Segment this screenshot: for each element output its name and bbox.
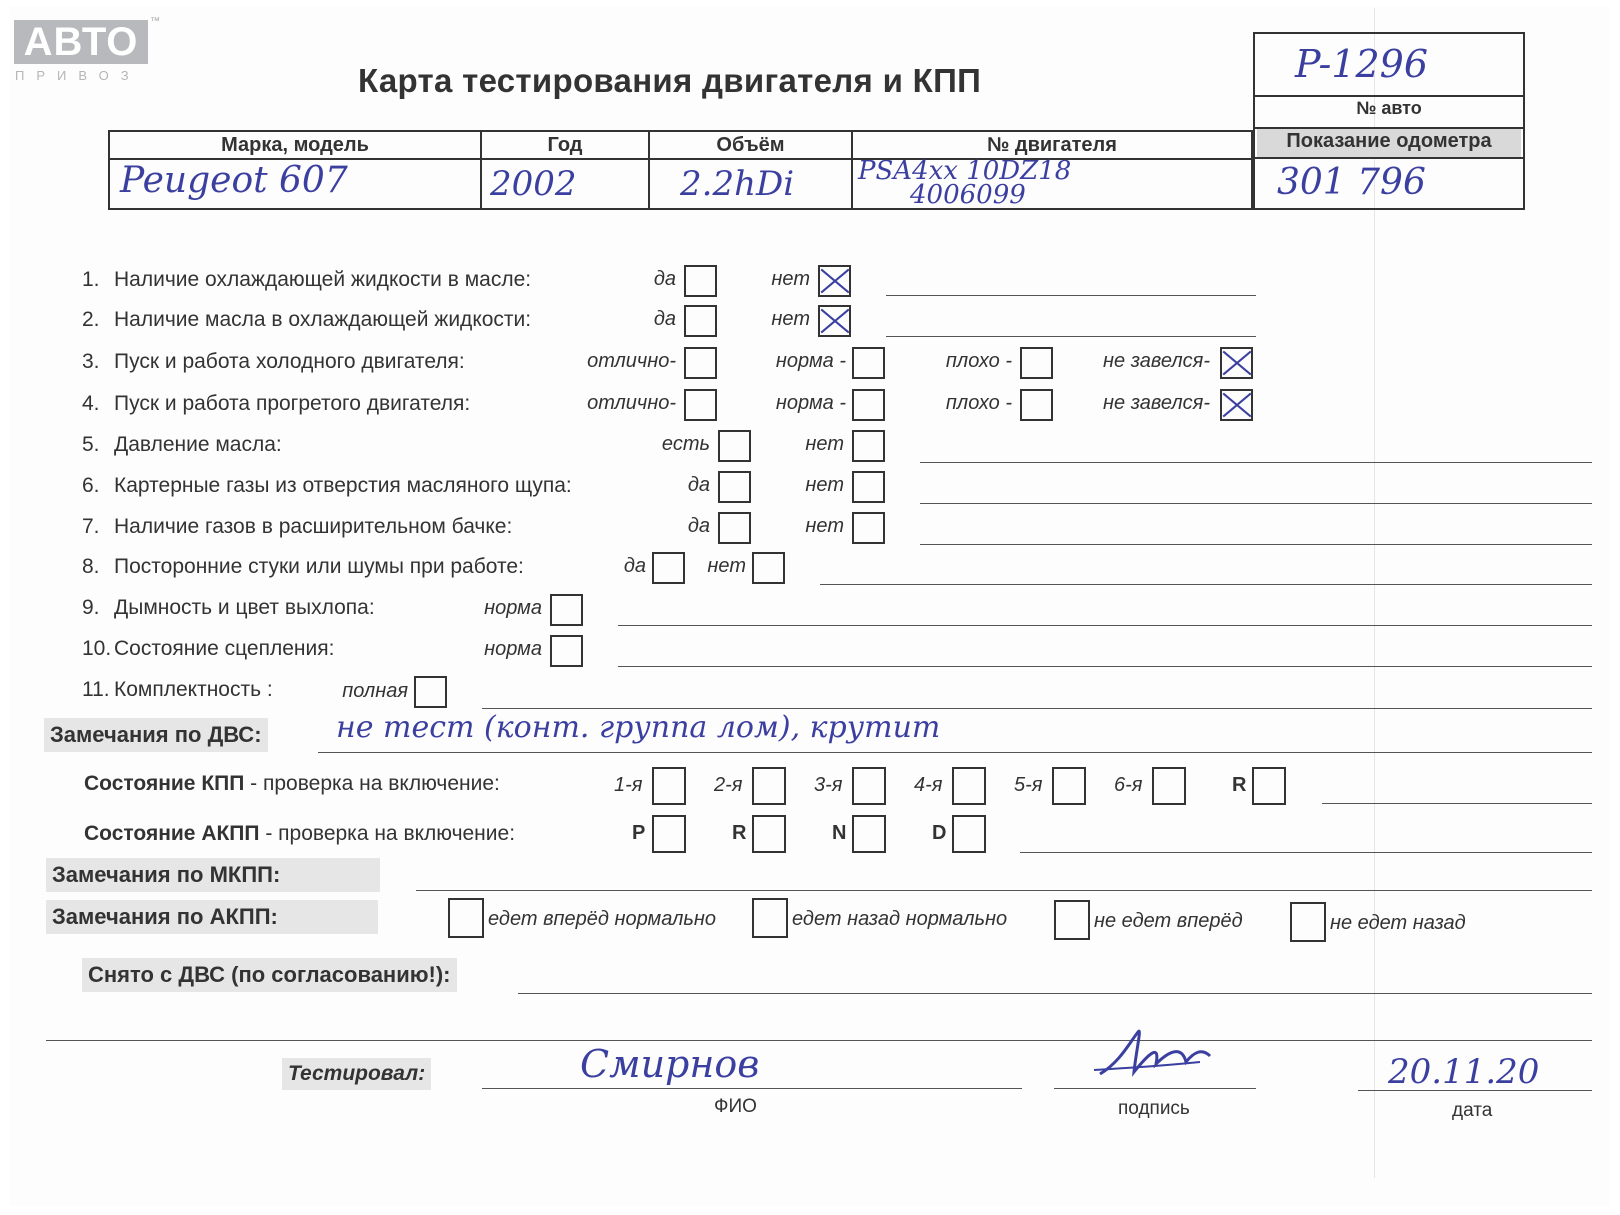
- q7-da-checkbox[interactable]: [718, 512, 751, 544]
- q8-da-checkbox[interactable]: [652, 552, 685, 584]
- option-norma: норма: [484, 638, 542, 660]
- odometer-label: Показание одометра: [1286, 130, 1492, 152]
- q11-polnaya-checkbox[interactable]: [414, 676, 447, 708]
- option-da: да: [653, 268, 676, 290]
- option-net: нет: [805, 515, 844, 537]
- q6-da-checkbox[interactable]: [718, 471, 751, 503]
- akpp-backward-ok-checkbox[interactable]: [752, 898, 788, 938]
- question-4: 4. Пуск и работа прогретого двигателя:: [82, 392, 471, 415]
- akpp-no-forward-checkbox[interactable]: [1054, 900, 1090, 940]
- akpp-gear-n-label: N: [832, 822, 847, 844]
- akpp-gear-p-checkbox[interactable]: [652, 815, 686, 853]
- option-da: да: [653, 308, 676, 330]
- q3-norma-checkbox[interactable]: [852, 347, 885, 379]
- kpp-gear-4-checkbox[interactable]: [952, 767, 986, 805]
- akpp-gear-d-label: D: [932, 822, 947, 844]
- q2-net-checkbox[interactable]: [818, 305, 851, 337]
- auto-number-value: P-1296: [1295, 42, 1429, 86]
- question-5: 5. Давление масла:: [82, 433, 282, 456]
- question-1: 1. Наличие охлаждающей жидкости в масле:: [82, 268, 532, 291]
- option-ploho: плохо -: [945, 392, 1012, 414]
- q9-norma-checkbox[interactable]: [550, 594, 583, 626]
- question-11: 11. Комплектность :: [82, 678, 273, 701]
- option-norma: норма -: [775, 392, 846, 414]
- question-3: 3. Пуск и работа холодного двигателя:: [82, 350, 465, 373]
- q3-ploho-checkbox[interactable]: [1020, 347, 1053, 379]
- option-da: да: [687, 515, 710, 537]
- q1-net-checkbox[interactable]: [818, 265, 851, 297]
- q3-ne-zavelsya-checkbox[interactable]: [1220, 347, 1253, 379]
- q7-net-checkbox[interactable]: [852, 512, 885, 544]
- akpp-gear-r-label: R: [732, 822, 747, 844]
- kpp-gear-6-checkbox[interactable]: [1152, 767, 1186, 805]
- option-ploho: плохо -: [945, 350, 1012, 372]
- akpp-no-forward-label: не едет вперёд: [1094, 910, 1243, 932]
- remarks-dvs-value: не тест (конт. группа лом), крутит: [336, 710, 941, 745]
- option-otlichno: отлично-: [587, 350, 676, 372]
- vehicle-info-table: [108, 130, 1253, 210]
- option-norma: норма -: [775, 350, 846, 372]
- date-label: дата: [1452, 1100, 1493, 1121]
- q5-net-checkbox[interactable]: [852, 430, 885, 462]
- logo-trademark: ™: [150, 16, 160, 27]
- col-engine-header: № двигателя: [987, 134, 1117, 156]
- kpp-gear-4-label: 4-я: [914, 774, 943, 796]
- akpp-gear-n-checkbox[interactable]: [852, 815, 886, 853]
- odometer-value: 301 796: [1277, 162, 1426, 203]
- option-net: нет: [805, 474, 844, 496]
- option-da: да: [623, 555, 646, 577]
- kpp-gear-r-checkbox[interactable]: [1252, 767, 1286, 805]
- kpp-gear-5-label: 5-я: [1014, 774, 1043, 796]
- akpp-no-backward-checkbox[interactable]: [1290, 902, 1326, 942]
- question-2: 2. Наличие масла в охлаждающей жидкости:: [82, 308, 532, 331]
- akpp-backward-ok-label: едет назад нормально: [792, 908, 1008, 930]
- option-net: нет: [771, 268, 810, 290]
- q6-net-checkbox[interactable]: [852, 471, 885, 503]
- kpp-gear-2-label: 2-я: [714, 774, 743, 796]
- fio-label: ФИО: [714, 1096, 757, 1117]
- q4-ne-zavelsya-checkbox[interactable]: [1220, 389, 1253, 421]
- question-9: 9. Дымность и цвет выхлопа:: [82, 596, 375, 619]
- signature-image: [1090, 1022, 1220, 1092]
- remarks-akpp-label: Замечания по АКПП:: [46, 900, 378, 934]
- logo-subtitle: ПРИВОЗ: [15, 68, 141, 83]
- kpp-gear-r-label: R: [1232, 774, 1247, 796]
- kpp-gear-2-checkbox[interactable]: [752, 767, 786, 805]
- q10-norma-checkbox[interactable]: [550, 635, 583, 667]
- kpp-label: Состояние КПП - проверка на включение:: [84, 772, 500, 795]
- remarks-mkpp-label: Замечания по МКПП:: [46, 858, 380, 892]
- q8-net-checkbox[interactable]: [752, 552, 785, 584]
- option-net: нет: [771, 308, 810, 330]
- col-model-header: Марка, модель: [221, 134, 369, 156]
- removed-from-engine-label: Снято с ДВС (по согласованию!):: [82, 958, 457, 992]
- q4-otlichno-checkbox[interactable]: [684, 389, 717, 421]
- col-volume-header: Объём: [716, 134, 785, 156]
- akpp-label: Состояние АКПП - проверка на включение:: [84, 822, 516, 845]
- q2-da-checkbox[interactable]: [684, 305, 717, 337]
- tester-name-value: Смирнов: [580, 1042, 760, 1086]
- question-8: 8. Посторонние стуки или шумы при работе:: [82, 555, 524, 578]
- volume-value: 2.2hDi: [680, 164, 795, 204]
- remarks-dvs-label: Замечания по ДВС:: [44, 718, 268, 752]
- avtoprivoz-logo: АВТО: [14, 20, 148, 64]
- akpp-gear-r-checkbox[interactable]: [752, 815, 786, 853]
- kpp-gear-6-label: 6-я: [1114, 774, 1143, 796]
- date-value: 20.11.20: [1388, 1052, 1540, 1092]
- q4-ploho-checkbox[interactable]: [1020, 389, 1053, 421]
- option-est: есть: [661, 433, 710, 455]
- option-ne-zavelsya: не завелся-: [1103, 392, 1210, 414]
- option-net: нет: [707, 555, 746, 577]
- option-ne-zavelsya: не завелся-: [1103, 350, 1210, 372]
- auto-odometer-box: [1253, 32, 1525, 210]
- kpp-gear-3-checkbox[interactable]: [852, 767, 886, 805]
- year-value: 2002: [490, 164, 577, 204]
- kpp-gear-3-label: 3-я: [814, 774, 843, 796]
- akpp-gear-p-label: P: [632, 822, 646, 844]
- question-10: 10. Состояние сцепления:: [82, 637, 335, 660]
- q5-est-checkbox[interactable]: [718, 430, 751, 462]
- q3-otlichno-checkbox[interactable]: [684, 347, 717, 379]
- signature-label: подпись: [1118, 1098, 1190, 1119]
- akpp-forward-ok-label: едет вперёд нормально: [488, 908, 717, 930]
- question-7: 7. Наличие газов в расширительном бачке:: [82, 515, 513, 538]
- option-norma: норма: [484, 597, 542, 619]
- q4-norma-checkbox[interactable]: [852, 389, 885, 421]
- page-title: Карта тестирования двигателя и КПП: [358, 62, 982, 99]
- option-da: да: [687, 474, 710, 496]
- question-6: 6. Картерные газы из отверстия масляного щупа:: [82, 474, 572, 497]
- kpp-gear-5-checkbox[interactable]: [1052, 767, 1086, 805]
- option-net: нет: [805, 433, 844, 455]
- kpp-gear-1-checkbox[interactable]: [652, 767, 686, 805]
- kpp-gear-1-label: 1-я: [614, 774, 643, 796]
- option-otlichno: отлично-: [587, 392, 676, 414]
- option-polnaya: полная: [342, 680, 408, 702]
- model-value: Peugeot 607: [120, 160, 348, 201]
- engine-value-line2: 4006099: [910, 180, 1026, 210]
- q1-da-checkbox[interactable]: [684, 265, 717, 297]
- auto-number-label: № авто: [1356, 98, 1422, 118]
- akpp-gear-d-checkbox[interactable]: [952, 815, 986, 853]
- tested-by-label: Тестировал:: [282, 1058, 431, 1090]
- col-year-header: Год: [547, 134, 583, 156]
- akpp-forward-ok-checkbox[interactable]: [448, 898, 484, 938]
- engine-value-line1: PSA4xx 10DZ18: [858, 156, 1072, 186]
- akpp-no-backward-label: не едет назад: [1330, 912, 1466, 934]
